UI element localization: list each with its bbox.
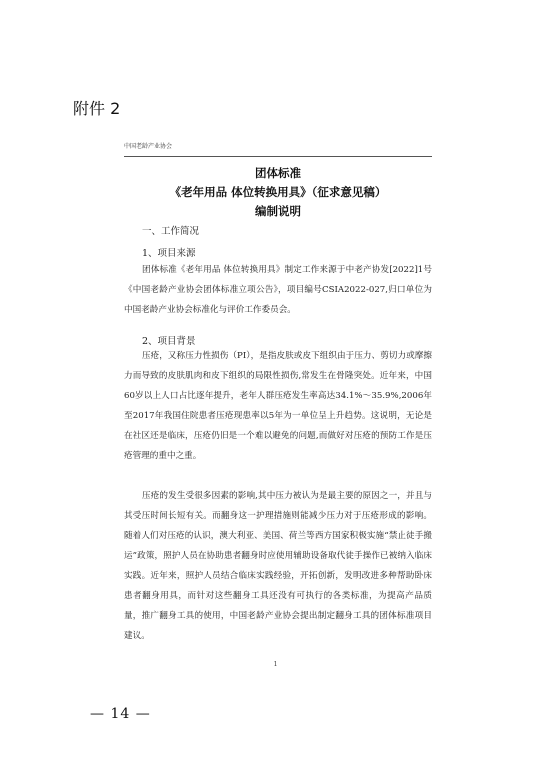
paragraph-background-2: 压疮的发生受很多因素的影响,其中压力被认为是最主要的原因之一，并且与其受压时间长短有关。而翻身这一护理措施则能减少压力对于压疮形成的影响。随着人们对压疮的认识，澳大利亚、美国、荷兰等西方国家积极实施“禁止徒手搬运”政策，照护人员在协助患者翻身时应使用辅助设备取代徒手操作已被纳入临床实践。近年来，照护人员结合临床实践经验，开拓创新，发明改进多种帮助卧床患者翻身用具，而针对这些翻身工具还没有可执行的各类标准，为提高产品质量，推广翻身工具的使用，中国老龄产业协会提出制定翻身工具的团体标准项目建议。 [124,491,432,641]
document-page-number: 1 [273,661,278,668]
title-line-1: 团体标准 [255,166,301,180]
paragraph-project-source: 团体标准《老年用品 体位转换用具》制定工作来源于中老产协发[2022]1号《中国老龄产业协会团体标准立项公告》，项目编号CSIA2022-027,归口单位为中国老龄产业协会标准化与评价工作委员会。 [124,265,432,315]
section-heading-overview: 一、工作简况 [142,226,200,237]
paragraph-background-1: 压疮，又称压力性损伤（PI），是指皮肤或皮下组织由于压力、剪切力或摩擦力而导致的皮肤肌肉和皮下组织的局限性损伤,常发生在骨隆突处。近年来，中国60岁以上人口占比逐年提升，老年人群压疮发生率高达34.1%～35.9%,2006年至2017年我国住院患者压疮现患率以5年为一单位呈上升趋势。这说明，无论是在社区还是临床，压疮仍旧是一个难以避免的问题,而做好对压疮的预防工作是压疮管理的重中之重。 [124,351,432,461]
footer-page-number: — 14 — [90,706,151,722]
attachment-label: 附件 2 [73,99,121,118]
subheading-project-background: 2、项目背景 [142,336,196,347]
title-line-3: 编制说明 [255,204,301,218]
header-divider [124,156,432,157]
org-header: 中国老龄产业协会 [124,143,173,150]
subheading-project-source: 1、项目来源 [142,248,196,259]
title-line-2: 《老年用品 体位转换用具》（征求意见稿） [169,185,387,199]
